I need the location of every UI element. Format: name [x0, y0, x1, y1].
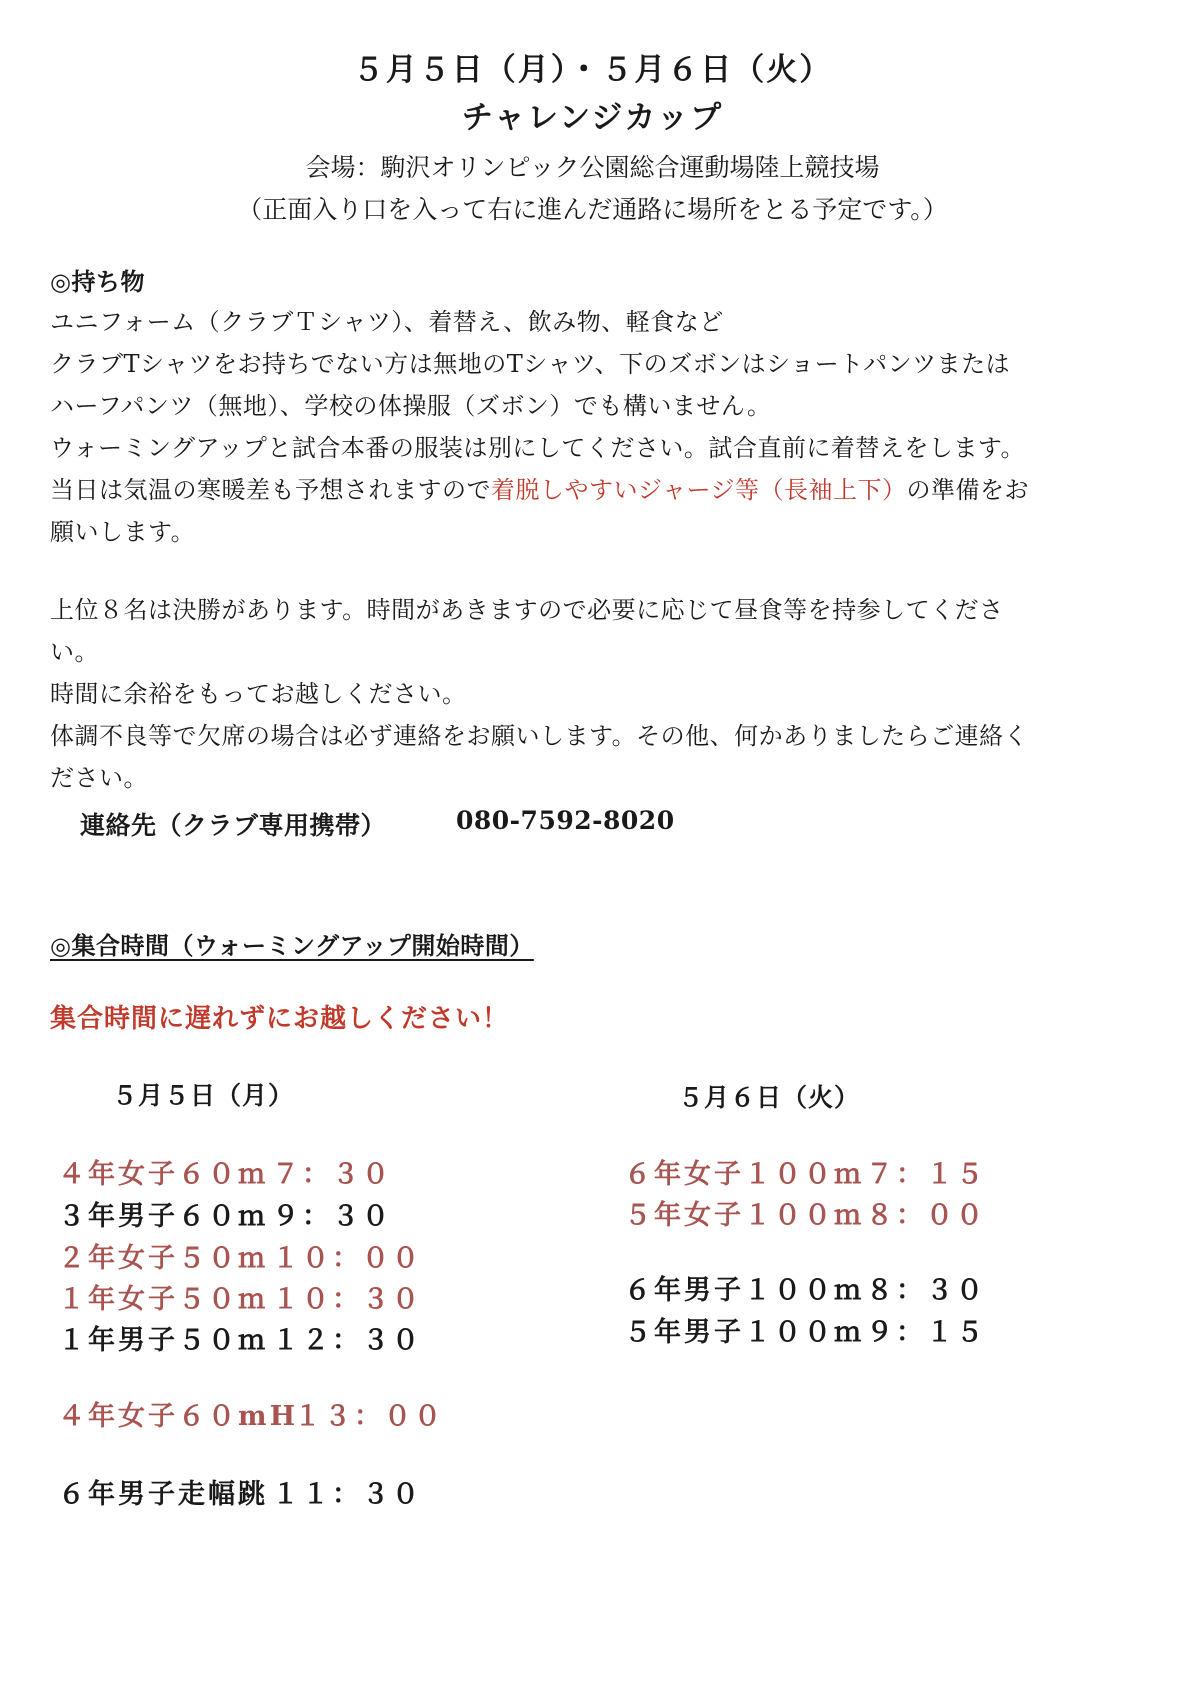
contact-phone: 080-7592-8020	[456, 806, 675, 835]
schedule-time: ８：００	[866, 1200, 986, 1231]
notes-line: 上位８名は決勝があります。時間があきますので必要に応じて昼食等を持参してくださ	[50, 596, 1004, 624]
schedule-event: ６年男子１００ｍ	[624, 1275, 864, 1306]
schedule-time: １２：３０	[272, 1325, 422, 1356]
venue: 会場：駒沢オリンピック公園総合運動場陸上競技場	[305, 153, 880, 182]
schedule-time: １１：３０	[272, 1479, 422, 1510]
schedule-time: ７：１５	[866, 1159, 986, 1190]
notes-line: 時間に余裕をもってお越しください。	[50, 680, 467, 708]
gathering-heading: ◎集合時間（ウォーミングアップ開始時間）	[50, 931, 534, 960]
gathering-warning: 集合時間に遅れずにお越しください！	[50, 1004, 510, 1034]
schedule-time: ９：３０	[272, 1201, 392, 1232]
notes-line: い。	[50, 638, 99, 666]
belongings-line: ユニフォーム（クラブＴシャツ）、着替え、飲み物、軽食など	[50, 308, 724, 336]
schedule-time: ８：３０	[866, 1275, 986, 1306]
schedule-event: ３年男子６０ｍ	[58, 1201, 268, 1232]
contact-label: 連絡先（クラブ専用携帯）	[80, 811, 387, 840]
event-title: チャレンジカップ	[461, 100, 724, 136]
schedule-event: ４年女子６０mH	[58, 1401, 299, 1432]
schedule-time: ９：１５	[866, 1317, 986, 1348]
event-dates: ５月５日（月）・５月６日（火）	[352, 52, 833, 88]
schedule-time: １０：００	[272, 1243, 422, 1274]
location-note: （正面入り口を入って右に進んだ通路に場所をとる予定です。）	[237, 195, 948, 224]
belongings-line: クラブTシャツをお持ちでない方は無地のTシャツ、下のズボンはショートパンツまたは	[50, 350, 1011, 378]
notes-line: 体調不良等で欠席の場合は必ず連絡をお願いします。その他、何かありましたらご連絡く	[50, 722, 1029, 750]
belongings-heading: ◎持ち物	[50, 267, 145, 296]
schedule-event: １年女子５０ｍ	[58, 1284, 268, 1315]
belongings-line: 願いします。	[50, 518, 196, 546]
belongings-line5-suffix: の準備をお	[906, 476, 1030, 504]
belongings-line: ハーフパンツ（無地）、学校の体操服（ズボン）でも構いません。	[50, 392, 772, 420]
schedule-time: １０：３０	[272, 1284, 422, 1315]
day1-label: ５月５日（月）	[112, 1081, 295, 1110]
schedule-row	[58, 1152, 268, 1191]
day2-label: ５月６日（火）	[678, 1083, 861, 1112]
schedule-event: ６年女子１００ｍ	[624, 1159, 864, 1190]
belongings-line5-prefix: 当日は気温の寒暖差も予想されますので	[50, 476, 491, 504]
schedule-event: ５年男子１００ｍ	[624, 1317, 864, 1348]
schedule-event: ５年女子１００ｍ	[624, 1200, 864, 1231]
schedule-event: ６年男子走幅跳	[58, 1479, 268, 1510]
schedule-event: １年男子５０ｍ	[58, 1325, 268, 1356]
schedule-time: ７：３０	[272, 1159, 392, 1190]
notes-line: ださい。	[50, 764, 148, 792]
schedule-event: ２年女子５０ｍ	[58, 1243, 268, 1274]
clothing-highlight: 着脱しやすいジャージ等（長袖上下）	[491, 476, 907, 504]
belongings-line: ウォーミングアップと試合本番の服装は別にしてください。試合直前に着替えをします。	[50, 434, 1025, 462]
schedule-event: ４年女子６０ｍ	[58, 1159, 268, 1190]
belongings-line	[50, 470, 1029, 505]
schedule-time: １３：００	[294, 1401, 444, 1432]
